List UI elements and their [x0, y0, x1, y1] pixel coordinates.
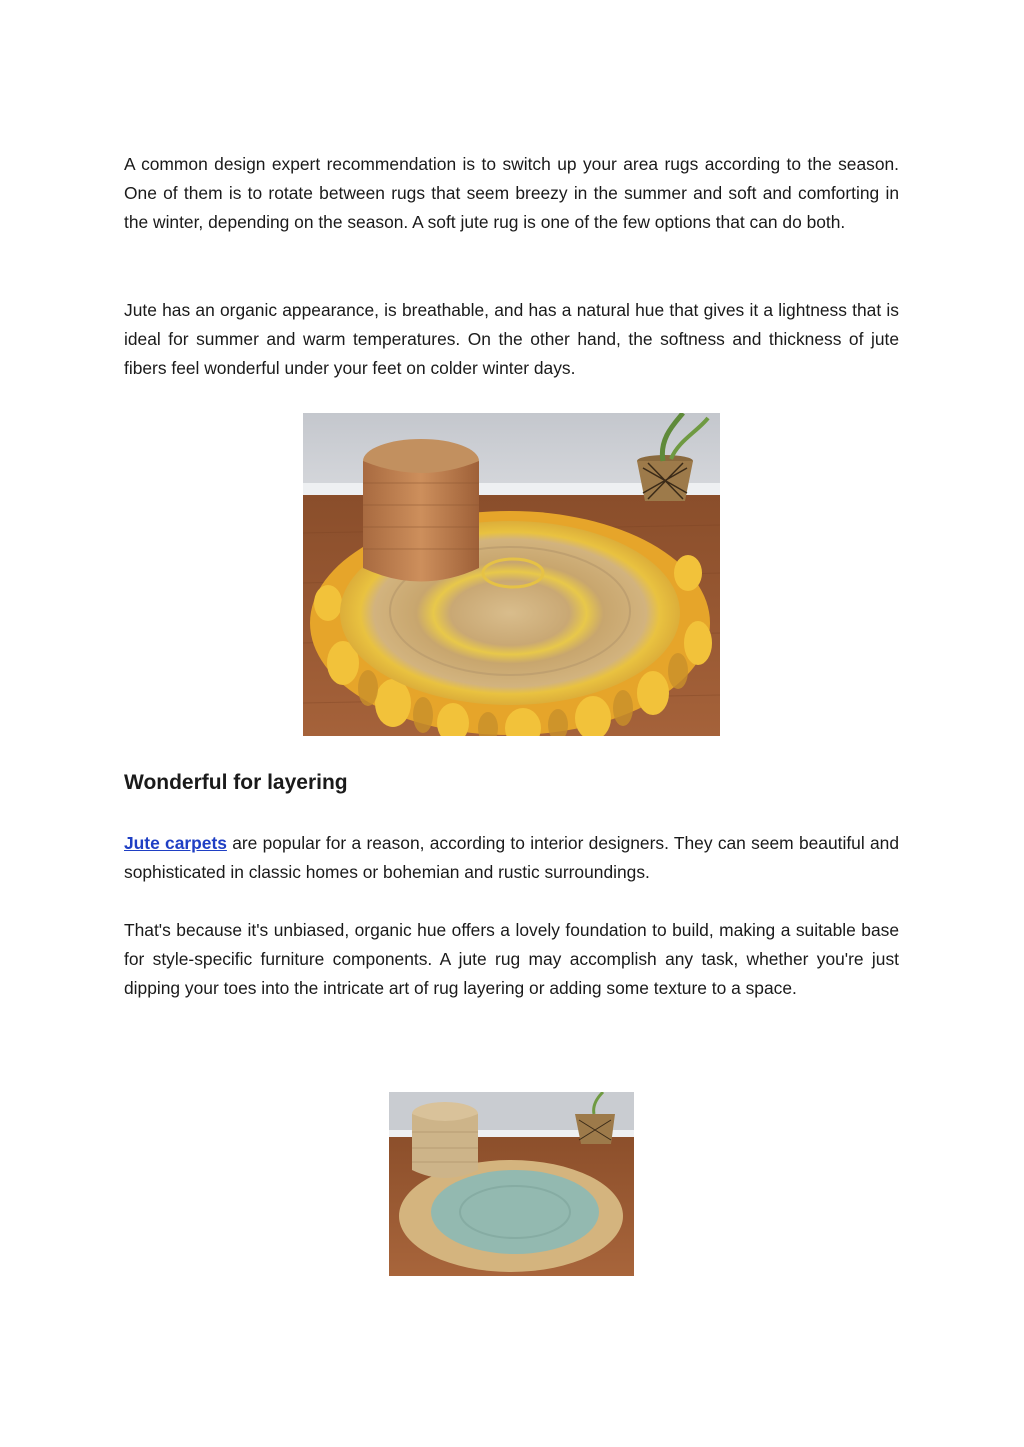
- yellow-fringe-jute-rug-image: [303, 413, 720, 736]
- paragraph-layering: That's because it's unbiased, organic hue offers a lovely foundation to build, making a suitable base for style-specific furniture components. A jute rug may accomplish any task, whether you're just dipping your toes into the intricate art of rug layering or adding some texture to a space.: [124, 920, 899, 998]
- teal-center-jute-rug-image: [389, 1092, 634, 1276]
- section-heading: Wonderful for layering: [124, 771, 348, 794]
- paragraph-jute-appearance: Jute has an organic appearance, is breathable, and has a natural hue that gives it a lightness that is ideal for summer and warm temperatures. On the other hand, the softness and thickness of jute fibers feel wonderful under your feet on colder winter days.: [124, 300, 899, 378]
- paragraph-jute-carpets: [124, 829, 899, 887]
- paragraph-seasonal-rugs: A common design expert recommendation is to switch up your area rugs according to the season. One of them is to rotate between rugs that seem breezy in the summer and soft and comforting in the winter, depending on the season. A soft jute rug is one of the few options that can do both.: [124, 154, 899, 232]
- jute-carpets-link[interactable]: Jute carpets: [124, 833, 227, 853]
- paragraph-jute-carpets-text: are popular for a reason, according to interior designers. They can seem beautiful and sophisticated in classic homes or bohemian and rustic surroundings.: [124, 833, 899, 882]
